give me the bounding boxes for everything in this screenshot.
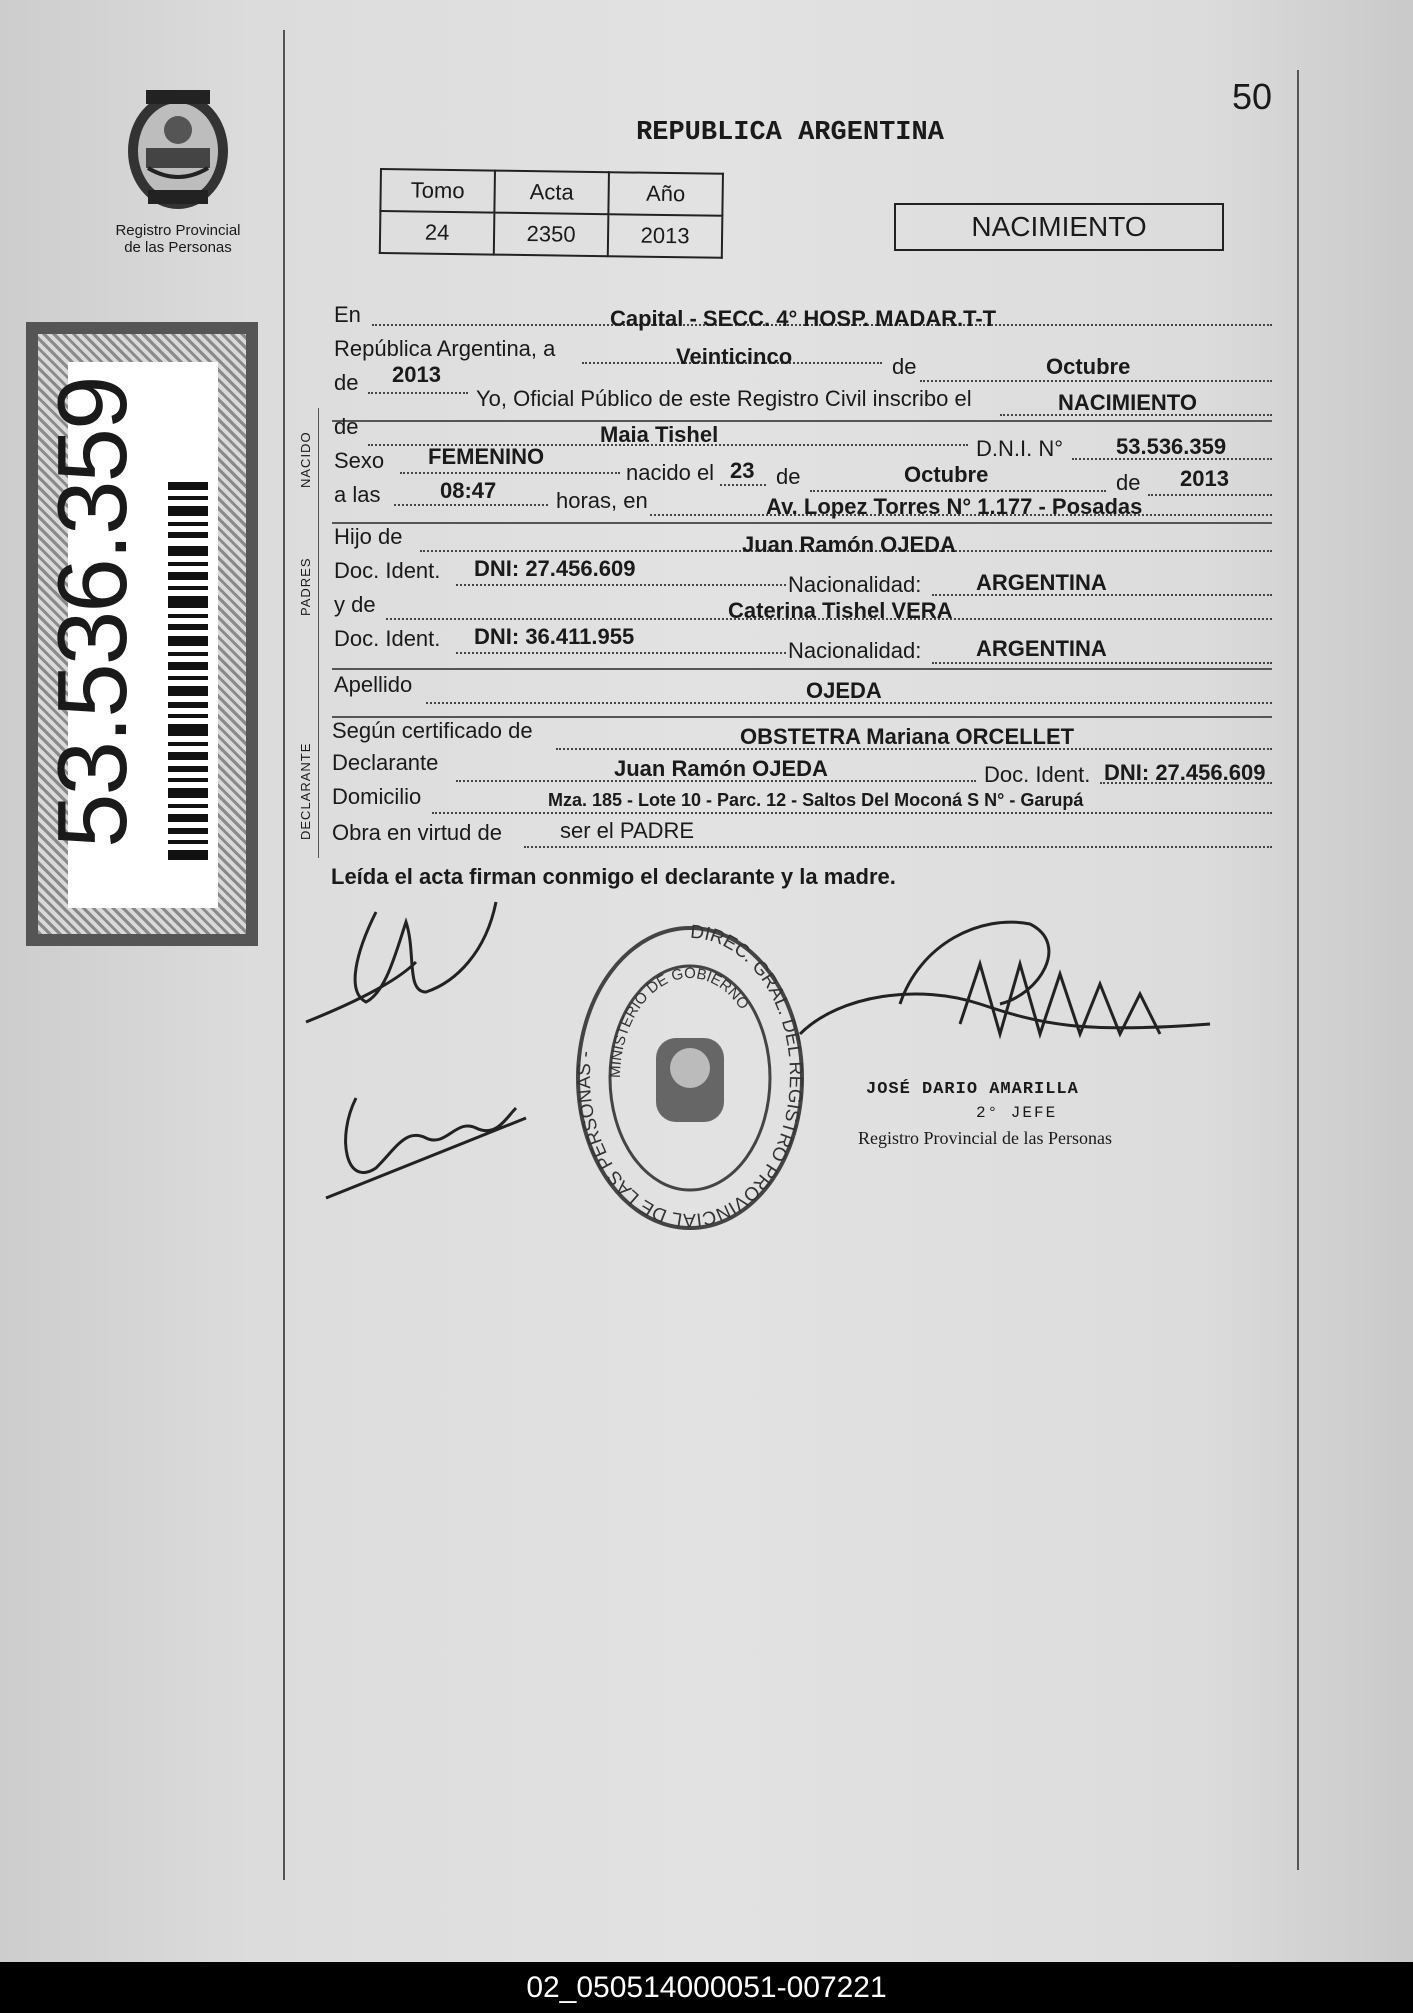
label-sexo: Sexo	[334, 448, 385, 473]
record-table-values	[380, 211, 723, 258]
logo-caption: Registro Provincial de las Personas	[115, 222, 241, 256]
value-nacido-mes: Octubre	[904, 462, 989, 487]
side-label-nacido: NACIDO	[298, 431, 313, 488]
side-label-padres: PADRES	[298, 557, 313, 616]
label-de-anio: de	[334, 370, 359, 395]
dots-inscribo	[1000, 414, 1272, 416]
value-dia: Veinticinco	[676, 344, 793, 369]
dots-hora	[394, 504, 548, 506]
label-declarante: Declarante	[332, 750, 439, 775]
value-obra: ser el PADRE	[560, 818, 695, 843]
value-anio: 2013	[608, 214, 723, 258]
value-dni: 53.536.359	[1116, 434, 1227, 459]
label-republica: República Argentina, a	[334, 336, 556, 361]
province-seal-logo	[118, 86, 238, 216]
value-domicilio: Mza. 185 - Lote 10 - Parc. 12 - Saltos Del Moconá S N° - Garupá	[548, 790, 1084, 810]
barcode-number: 53.536.359	[37, 377, 147, 848]
value-doc-padre: DNI: 27.456.609	[474, 556, 636, 581]
label-obra: Obra en virtud de	[332, 820, 502, 845]
left-margin-rule	[283, 30, 285, 1880]
value-en: Capital - SECC. 4° HOSP. MADAR.T-T	[610, 306, 997, 331]
value-doc-declarante: DNI: 27.456.609	[1104, 760, 1266, 785]
record-table	[379, 168, 724, 259]
right-margin-rule	[1297, 70, 1299, 1870]
stamp-ring-text: DIREC. GRAL. DEL REGISTRO PROVINCIAL DE LAS PERSONAS -	[573, 921, 807, 1231]
value-declarante: Juan Ramón OJEDA	[614, 756, 828, 781]
record-table-header	[380, 169, 723, 216]
label-nac-madre: Nacionalidad:	[788, 638, 922, 663]
label-nacido-de2: de	[776, 464, 801, 489]
record-type-box: NACIMIENTO	[894, 203, 1224, 251]
label-hijo-de: Hijo de	[334, 524, 403, 549]
dots-sexo	[400, 472, 620, 474]
side-label-declarante: DECLARANTE	[298, 742, 313, 840]
header-anio: Año	[608, 172, 723, 216]
label-dni: D.N.I. N°	[976, 436, 1064, 461]
label-domicilio: Domicilio	[332, 784, 422, 809]
officer-signature	[780, 904, 1220, 1094]
header-tomo: Tomo	[380, 169, 495, 213]
separator-2	[332, 522, 1272, 524]
section-rule	[318, 408, 319, 858]
officer-office: Registro Provincial de las Personas	[858, 1128, 1112, 1148]
label-doc-padre: Doc. Ident.	[334, 558, 441, 583]
value-hora: 08:47	[440, 478, 497, 503]
value-tomo: 24	[380, 211, 495, 255]
value-segun: OBSTETRA Mariana ORCELLET	[740, 724, 1075, 749]
label-segun: Según certificado de	[332, 718, 533, 743]
header-acta: Acta	[494, 171, 609, 215]
label-nacido-el: nacido el	[626, 460, 715, 485]
label-doc-declarante: Doc. Ident.	[984, 762, 1091, 787]
label-nacido-de3: de	[1116, 470, 1141, 495]
dots-anio	[368, 392, 468, 394]
separator-1	[332, 420, 1272, 422]
value-inscribo: NACIMIENTO	[1058, 390, 1197, 415]
document-title: REPUBLICA ARGENTINA	[636, 118, 944, 148]
mother-signature	[316, 1078, 536, 1208]
label-doc-madre: Doc. Ident.	[334, 626, 441, 651]
dots-domicilio	[432, 812, 1272, 814]
official-round-stamp	[570, 918, 810, 1238]
dots-doc-padre	[456, 584, 786, 586]
dots-nac-madre	[932, 662, 1272, 664]
declarant-signature	[296, 892, 536, 1032]
value-nac-madre: ARGENTINA	[976, 636, 1107, 661]
label-horas-en: horas, en	[556, 488, 648, 513]
stamp-inner-text: MINISTERIO DE GOBIERNO	[606, 965, 753, 1079]
dots-nacido-mes	[810, 490, 1106, 492]
closing-statement: Leída el acta firman conmigo el declarante y la madre.	[331, 864, 896, 889]
page-number: 50	[1232, 76, 1273, 117]
value-nombre: Maia Tishel	[600, 422, 719, 447]
value-apellido: OJEDA	[806, 678, 882, 703]
dots-doc-madre	[456, 652, 786, 654]
label-y-de: y de	[334, 592, 376, 617]
dots-mes	[920, 380, 1272, 382]
file-id-footer: 02_050514000051-007221	[0, 1962, 1413, 2013]
dots-nacido-dia	[720, 484, 766, 486]
value-sexo: FEMENINO	[428, 444, 545, 469]
value-padre: Juan Ramón OJEDA	[742, 532, 956, 557]
label-a-las: a las	[334, 482, 381, 507]
label-inscribo: Yo, Oficial Público de este Registro Civil inscribo el	[476, 386, 972, 411]
label-en: En	[334, 302, 361, 327]
separator-3	[332, 668, 1272, 670]
label-nacido-de: de	[334, 414, 359, 439]
value-nac-padre: ARGENTINA	[976, 570, 1107, 595]
dots-nacido-anio	[1148, 494, 1272, 496]
label-apellido: Apellido	[334, 672, 413, 697]
officer-name: JOSÉ DARIO AMARILLA	[866, 1080, 1079, 1099]
value-anio-inscripcion: 2013	[392, 362, 441, 387]
value-nacido-anio: 2013	[1180, 466, 1229, 491]
dots-obra	[524, 846, 1272, 848]
label-nac-padre: Nacionalidad:	[788, 572, 922, 597]
value-madre: Caterina Tishel VERA	[728, 598, 953, 623]
label-de-mes: de	[892, 354, 917, 379]
value-mes: Octubre	[1046, 354, 1131, 379]
value-lugar: Av. Lopez Torres N° 1.177 - Posadas	[766, 494, 1143, 519]
officer-role: 2° JEFE	[976, 1104, 1058, 1122]
value-nacido-dia: 23	[730, 458, 755, 483]
value-acta: 2350	[494, 213, 609, 257]
value-doc-madre: DNI: 36.411.955	[474, 624, 635, 649]
